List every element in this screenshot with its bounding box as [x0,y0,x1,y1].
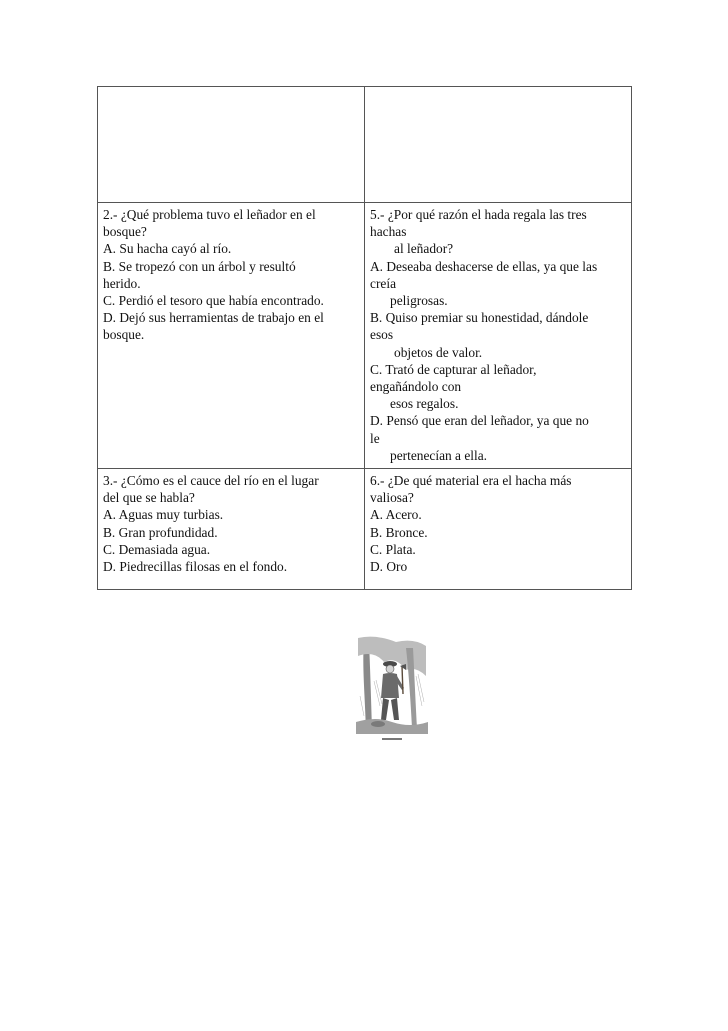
question-2-option-d: bosque. [103,327,145,343]
question-6-text: valiosa? [370,490,414,506]
axe-handle [402,666,403,694]
question-5-text: hachas [370,224,407,240]
question-2-cell [98,203,365,469]
question-5-option-b: B. Quiso premiar su honestidad, dándole [370,310,589,326]
illustration-caption [382,738,402,740]
question-6-option-b: B. Bronce. [370,524,428,540]
question-5-option-a: creía [370,275,397,291]
right-leg [391,698,399,720]
question-5-option-d: pertenecían a ella. [390,447,488,463]
question-5-option-a: A. Deseaba deshacerse de ellas, ya que las [370,258,598,274]
question-5-option-c: esos regalos. [390,396,459,412]
question-2-option-c: C. Perdió el tesoro que había encontrado. [103,293,324,309]
question-5-option-b: esos [370,327,394,343]
question-2-option-d: D. Dejó sus herramientas de trabajo en el [103,310,324,326]
empty-cell-right [365,87,632,203]
question-3-text: 3.- ¿Cómo es el cauce del río en el lugar [103,473,319,489]
question-6-cell [365,469,632,590]
questions-table [97,86,632,590]
left-leg [381,698,389,720]
question-3-text: del que se habla? [103,490,195,506]
question-2-option-b: B. Se tropezó con un árbol y resultó [103,258,296,274]
question-6-option-c: C. Plata. [370,541,416,557]
question-5-text: 5.- ¿Por qué razón el hada regala las tres [370,207,587,222]
ground [356,719,428,734]
question-2-option-b: herido. [103,275,141,291]
table-row [98,87,632,203]
question-2-text: 2.- ¿Qué problema tuvo el leñador en el [103,207,316,222]
table-row [98,469,632,590]
question-3-option-b: B. Gran profundidad. [103,524,218,540]
table-row [98,203,632,469]
question-3-option-d: D. Piedrecillas filosas en el fondo. [103,559,288,575]
question-5-option-d: le [370,430,380,446]
question-5-option-c: engañándolo con [370,379,462,395]
question-3-option-c: C. Demasiada agua. [103,541,211,557]
question-6-text: 6.- ¿De qué material era el hacha más [370,473,572,489]
question-5-option-d: D. Pensó que eran del leñador, ya que no [370,413,589,429]
empty-cell-left [98,87,365,203]
question-5-text: al leñador? [394,241,454,257]
question-3-cell [98,469,365,590]
question-5-cell [365,203,632,469]
question-5-option-c: C. Trató de capturar al leñador, [370,361,537,377]
question-5-option-a: peligrosas. [390,293,448,309]
question-6-option-d: D. Oro [370,559,408,575]
question-5-option-b: objetos de valor. [394,344,483,360]
body [381,673,399,698]
question-2-option-a: A. Su hacha cayó al río. [103,241,232,257]
question-6-option-a: A. Acero. [370,507,422,523]
head [386,665,394,673]
question-2-text: bosque? [103,224,147,240]
question-3-option-a: A. Aguas muy turbias. [103,507,224,523]
stump [371,721,385,727]
woodcutter-illustration [356,636,428,743]
